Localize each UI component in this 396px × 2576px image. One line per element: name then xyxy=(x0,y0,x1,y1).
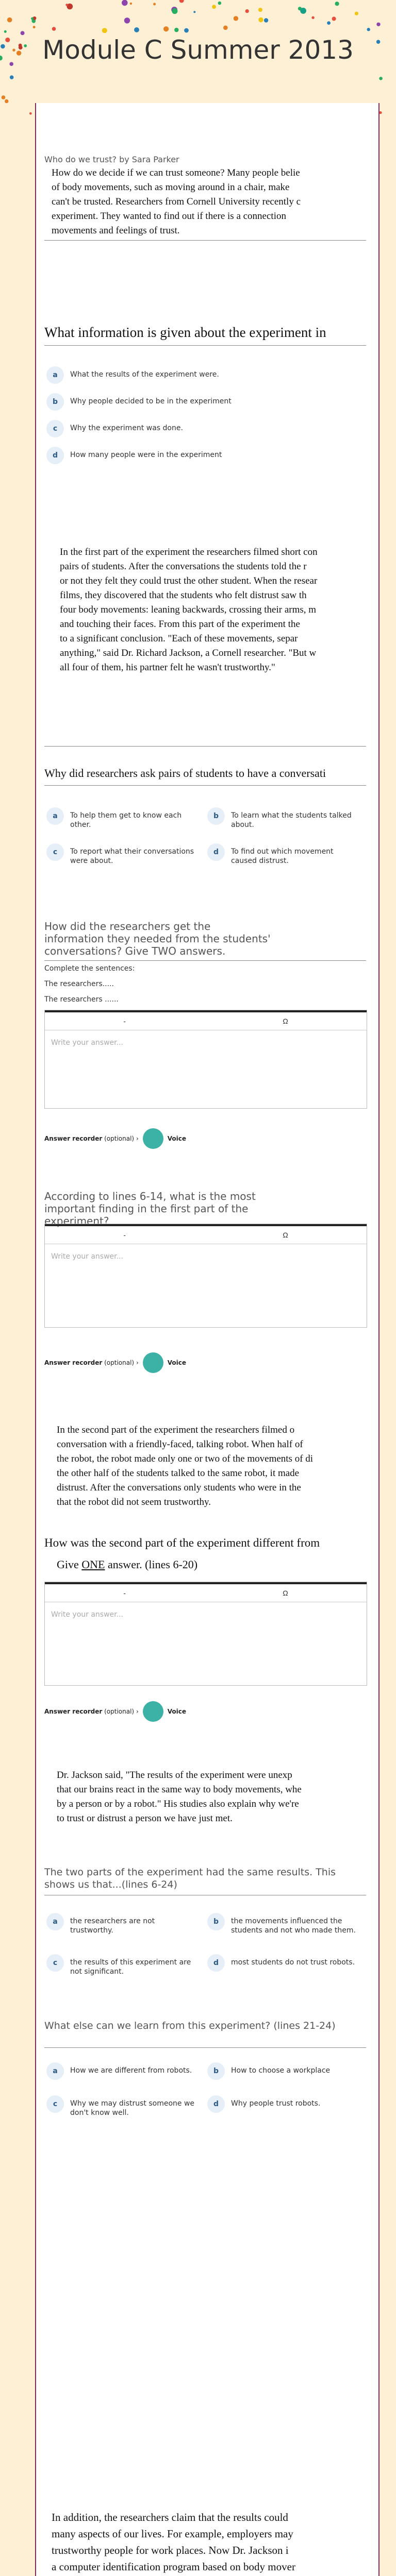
confetti-dot xyxy=(223,26,228,30)
confetti-dot xyxy=(335,2,339,6)
page-title: Module C Summer 2013 xyxy=(42,35,354,65)
minus-button[interactable]: - xyxy=(123,1231,126,1239)
q1-option-c[interactable] xyxy=(46,423,183,437)
q6-option-c[interactable] xyxy=(46,1958,196,1976)
passage-line: In addition, the researchers claim that the results could xyxy=(52,2511,288,2523)
option-letter: c xyxy=(46,1954,64,1972)
q1-heading: What information is given about the experiment in xyxy=(44,325,326,340)
option-letter: d xyxy=(46,447,64,464)
option-text: To report what their conversations were about. xyxy=(70,848,194,865)
confetti-dot xyxy=(153,3,156,6)
q7-option-b[interactable] xyxy=(207,2066,357,2080)
q6-option-d[interactable] xyxy=(207,1958,357,1972)
confetti-dot xyxy=(184,28,189,33)
passage-line: the robot, the robot made only one or two of the movements of di xyxy=(57,1453,314,1464)
passage-line: the other half of the students talked to the same robot, it made xyxy=(57,1468,300,1479)
passage-line: movements and feelings of trust. xyxy=(52,225,180,236)
option-letter: d xyxy=(207,843,225,861)
passage-line: Dr. Jackson said, "The results of the experiment were unexp xyxy=(57,1770,292,1781)
passage-line: conversation with a friendly-faced, talking robot. When half of xyxy=(57,1439,303,1450)
passage-line: all four of them, his partner felt he wasn't trustworthy." xyxy=(60,662,275,673)
passage-part2 xyxy=(57,1423,380,1510)
microphone-record-button[interactable] xyxy=(143,1701,163,1722)
microphone-record-button[interactable] xyxy=(143,1352,163,1373)
recorder-label: Answer recorder xyxy=(44,1135,103,1142)
option-text: To help them get to know each other. xyxy=(70,811,182,829)
confetti-dot xyxy=(65,4,68,6)
confetti-dot xyxy=(332,16,336,21)
q3-heading: How did the researchers get the information they needed from the students' conversations? Give TWO answers. xyxy=(44,920,271,957)
q5-answer-editor xyxy=(44,1582,367,1686)
omega-symbol-button[interactable]: Ω xyxy=(283,1231,288,1239)
q3-line2: The researchers ...... xyxy=(44,995,119,1004)
confetti-dot xyxy=(29,112,32,115)
confetti-dot xyxy=(174,28,178,32)
confetti-dot xyxy=(379,111,382,114)
q3-line1: The researchers..... xyxy=(44,980,114,988)
chevron-right-icon: › xyxy=(136,1359,139,1366)
worksheet-card xyxy=(35,103,380,2576)
option-letter: b xyxy=(207,1913,225,1930)
confetti-dot xyxy=(355,12,358,15)
q5-answer-recorder xyxy=(44,1701,186,1722)
chevron-right-icon: › xyxy=(136,1135,139,1142)
option-text: most students do not trust robots. xyxy=(231,1958,355,1967)
q5-heading: How was the second part of the experiment different from xyxy=(44,1536,320,1549)
option-letter: d xyxy=(207,2095,225,2113)
confetti-dot xyxy=(193,11,195,13)
confetti-dot xyxy=(102,28,107,33)
recorder-label: Answer recorder xyxy=(44,1359,103,1366)
passage-line: many aspects of our lives. For example, employers may xyxy=(52,2528,293,2540)
q6-option-b[interactable] xyxy=(207,1917,357,1935)
passage-part4 xyxy=(52,2509,380,2576)
option-text: Why people trust robots. xyxy=(231,2099,321,2108)
q5-one: ONE xyxy=(81,1558,105,1571)
confetti-dot xyxy=(172,8,177,14)
q3-answer-recorder xyxy=(44,1128,186,1149)
option-letter: d xyxy=(207,1954,225,1972)
divider xyxy=(44,345,366,346)
option-text: the results of this experiment are not significant. xyxy=(70,1958,191,1976)
option-text: the researchers are not trustworthy. xyxy=(70,1917,155,1935)
confetti-dot xyxy=(245,9,249,13)
passage-line: of body movements, such as moving around in a chair, make xyxy=(52,182,290,193)
confetti-dot xyxy=(33,26,36,28)
microphone-record-button[interactable] xyxy=(143,1128,163,1149)
option-letter: b xyxy=(207,2062,225,2080)
option-text: the movements influenced the students and not who made them. xyxy=(231,1917,356,1935)
option-letter: b xyxy=(207,807,225,825)
minus-button[interactable]: - xyxy=(123,1589,126,1597)
option-letter: a xyxy=(46,366,64,384)
option-text: How we are different from robots. xyxy=(70,2066,192,2075)
confetti-dot xyxy=(31,17,34,20)
confetti-dot xyxy=(5,99,8,103)
q7-option-c[interactable] xyxy=(46,2099,196,2117)
voice-label: Voice xyxy=(167,1135,186,1142)
passage-line: How do we decide if we can trust someone? Many people belie xyxy=(52,167,300,178)
q5-answer-input[interactable]: Write your answer... xyxy=(51,1611,123,1619)
q7-option-d[interactable] xyxy=(207,2099,357,2113)
q4-answer-input[interactable]: Write your answer... xyxy=(51,1252,123,1261)
q2-heading: Why did researchers ask pairs of students to have a conversati xyxy=(44,767,326,779)
confetti-dot xyxy=(212,5,216,9)
divider xyxy=(44,746,366,747)
option-text: Why people decided to be in the experiment xyxy=(70,397,232,405)
confetti-dot xyxy=(2,95,6,99)
passage-line: anything," said Dr. Richard Jackson, a Cornell researcher. "But w xyxy=(60,648,317,658)
passage-part1 xyxy=(60,545,380,675)
confetti-dot xyxy=(134,27,139,32)
q4-heading: According to lines 6-14, what is the most important finding in the first part of the experiment? xyxy=(44,1190,256,1227)
passage-line: to a significant conclusion. "Each of these movements, separ xyxy=(60,633,298,644)
passage-line: can't be trusted. Researchers from Cornell University recently c xyxy=(52,196,301,207)
confetti-dot xyxy=(258,18,263,22)
passage-line: a computer identification program based on body mover xyxy=(52,2561,295,2573)
option-letter: c xyxy=(46,843,64,861)
divider xyxy=(44,960,366,961)
divider xyxy=(44,785,366,786)
recorder-label: Answer recorder xyxy=(44,1708,103,1715)
omega-symbol-button[interactable]: Ω xyxy=(283,1017,288,1025)
q4-answer-editor xyxy=(44,1224,367,1328)
intro-question: Who do we trust? by Sara Parker xyxy=(44,155,179,164)
q6-heading: The two parts of the experiment had the same results. This shows us that...(lines 6-24) xyxy=(44,1867,336,1890)
q3-answer-editor xyxy=(44,1010,367,1109)
passage-line: four body movements: leaning backwards, crossing their arms, m xyxy=(60,604,317,615)
passage-line: experiment. They wanted to find out if there is a connection xyxy=(52,211,286,222)
confetti-dot xyxy=(367,28,370,31)
option-text: To learn what the students talked about. xyxy=(231,811,352,829)
q2-option-d[interactable] xyxy=(207,847,357,866)
recorder-optional: (optional) xyxy=(104,1708,135,1715)
option-text: Why the experiment was done. xyxy=(70,424,183,432)
omega-symbol-button[interactable]: Ω xyxy=(283,1589,288,1597)
intro-passage xyxy=(52,166,380,238)
recorder-optional: (optional) xyxy=(104,1135,135,1142)
confetti-dot xyxy=(130,3,132,5)
q3-answer-input[interactable]: Write your answer... xyxy=(51,1039,123,1047)
divider xyxy=(44,240,366,241)
option-letter: b xyxy=(46,393,64,411)
q5-give: Give xyxy=(57,1558,82,1571)
editor-toolbar xyxy=(45,1010,367,1030)
q5-rest: answer. (lines 6-20) xyxy=(105,1558,198,1571)
confetti-dot xyxy=(327,21,331,25)
option-text: To find out which movement caused distrust. xyxy=(231,848,334,865)
passage-line: distrust. After the conversations only students who were in the xyxy=(57,1482,301,1493)
confetti-dot xyxy=(311,16,314,19)
q7-heading: What else can we learn from this experiment? (lines 21-24) xyxy=(44,2020,336,2031)
q4-answer-recorder xyxy=(44,1352,186,1373)
q6-option-a[interactable] xyxy=(46,1917,196,1935)
option-text: How many people were in the experiment xyxy=(70,451,222,459)
q1-option-d[interactable] xyxy=(46,450,222,464)
confetti-dot xyxy=(264,18,268,22)
recorder-optional: (optional) xyxy=(104,1359,135,1366)
editor-toolbar xyxy=(45,1582,367,1602)
confetti-dot xyxy=(179,0,184,3)
option-text: Why we may distrust someone we don't know well. xyxy=(70,2099,195,2117)
editor-toolbar xyxy=(45,1224,367,1244)
passage-line: that our brains react in the same way to body movements, whe xyxy=(57,1784,302,1795)
q1-option-b[interactable] xyxy=(46,397,232,411)
q7-option-a[interactable] xyxy=(46,2066,196,2080)
confetti-dot xyxy=(4,30,7,33)
confetti-dot xyxy=(52,27,56,31)
q1-option-a[interactable] xyxy=(46,370,219,384)
confetti-dot xyxy=(218,2,222,5)
option-text: What the results of the experiment were. xyxy=(70,370,219,379)
passage-line: and touching their faces. From this part of the experiment the xyxy=(60,619,300,630)
voice-label: Voice xyxy=(167,1359,186,1366)
passage-part3 xyxy=(57,1768,380,1826)
option-letter: a xyxy=(46,2062,64,2080)
passage-line: trustworthy people for work places. Now Dr. Jackson i xyxy=(52,2544,289,2556)
passage-line: In the second part of the experiment the researchers filmed o xyxy=(57,1425,295,1435)
option-letter: c xyxy=(46,420,64,437)
option-letter: a xyxy=(46,807,64,825)
confetti-dot xyxy=(163,26,169,31)
passage-line: films, they discovered that the students who felt distrust saw th xyxy=(60,590,307,601)
confetti-dot xyxy=(300,8,306,14)
option-letter: a xyxy=(46,1913,64,1930)
option-letter: c xyxy=(46,2095,64,2113)
confetti-dot xyxy=(10,75,14,79)
q2-option-c[interactable] xyxy=(46,847,196,866)
passage-line: that the robot did not seem trustworthy. xyxy=(57,1497,211,1507)
minus-button[interactable]: - xyxy=(123,1017,126,1025)
q5-subheading xyxy=(57,1558,380,1571)
passage-line: pairs of students. After the conversations the students told the r xyxy=(60,561,307,572)
q2-option-b[interactable] xyxy=(207,811,357,829)
passage-line: by a person or by a robot." His studies also explain why we're xyxy=(57,1799,299,1809)
passage-line: or not they felt they could trust the other student. When the resear xyxy=(60,575,318,586)
confetti-dot xyxy=(376,23,380,26)
option-text: How to choose a workplace xyxy=(231,2066,331,2075)
confetti-dot xyxy=(7,18,12,23)
passage-line: to trust or distrust a person we have just met. xyxy=(57,1813,233,1824)
confetti-dot xyxy=(122,0,128,6)
passage-line: In the first part of the experiment the researchers filmed short con xyxy=(60,547,318,557)
q2-option-a[interactable] xyxy=(46,811,196,829)
voice-label: Voice xyxy=(167,1708,186,1715)
divider xyxy=(44,2047,366,2048)
confetti-dot xyxy=(234,16,238,21)
confetti-dot xyxy=(379,77,383,80)
confetti-dot xyxy=(21,31,25,35)
confetti-dot xyxy=(258,8,262,12)
q3-instruction: Complete the sentences: xyxy=(44,964,135,973)
chevron-right-icon: › xyxy=(136,1708,139,1715)
confetti-dot xyxy=(124,18,130,23)
